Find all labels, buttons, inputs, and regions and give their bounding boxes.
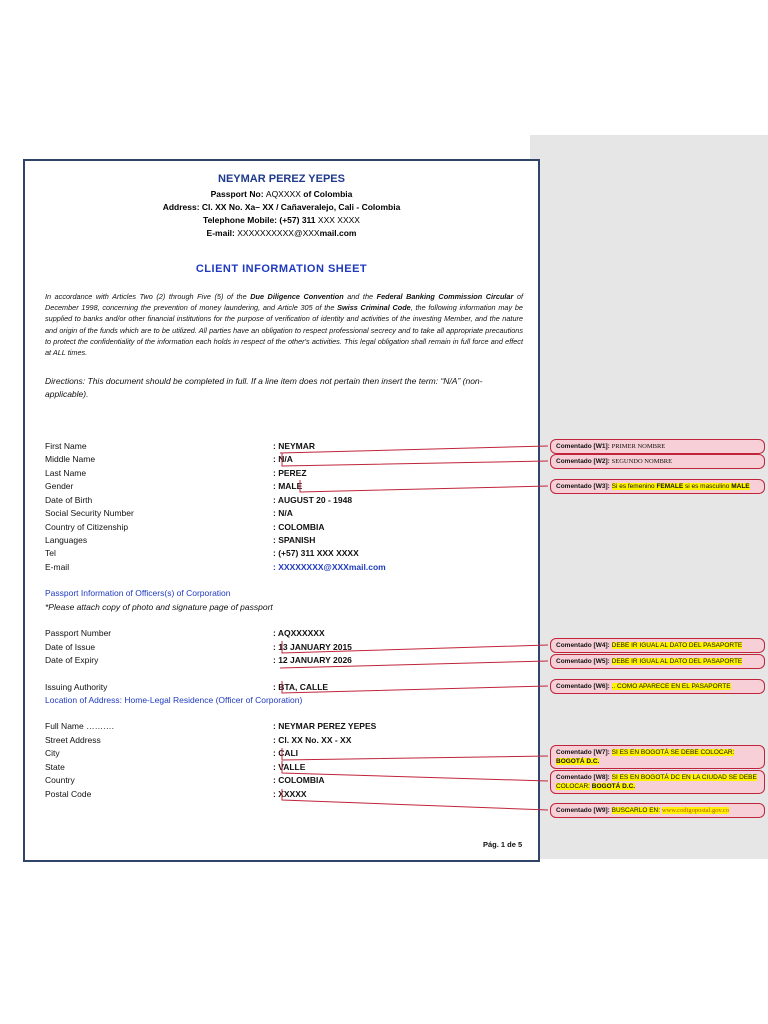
field-label-middle-name: Middle Name (45, 454, 96, 464)
comment-w6-text: .. COMO APARECE EN EL PASAPORTE (611, 683, 731, 690)
phone-line (25, 215, 538, 225)
address-label: Address: (162, 202, 200, 212)
intro-text-4: , the following information may be supplied to banks and/or other financial institutions for the purpose of verification of identity and activities of the investing Member, and the nature and origin of the funds which are to be utilized. All parties have an obligation to respect professional secrecy and to take all appropriate precautions to protect the confidentiality of the information each holds in respect of the other's activities. This legal obligation shall remain in full force and effect at ALL times. (45, 303, 523, 358)
email-domain: mail.com (319, 228, 357, 238)
field-value-email[interactable]: : XXXXXXXX@XXXmail.com (273, 562, 386, 572)
field-label-passport-number: Passport Number (45, 628, 112, 638)
field-label-last-name: Last Name (45, 468, 87, 478)
comment-w9-text: BUSCARLO EN: (611, 807, 661, 814)
comment-w3-label: Comentado [W3]: (556, 483, 610, 490)
comment-w4-text: DEBE IR IGUAL AL DATO DEL PASAPORTE (611, 642, 743, 649)
comment-w9-label: Comentado [W9]: (556, 807, 610, 814)
field-label-languages: Languages (45, 535, 88, 545)
field-value-city[interactable]: : CALI (273, 748, 299, 758)
address-section-heading: Location of Address: Home-Legal Residence (Officer of Corporation) (45, 695, 303, 705)
directions-text: Directions: This document should be completed in full. If a line item does not pertain then insert the term: “N/A” (non-applicable). (45, 376, 483, 399)
comment-w8-text: SI ES EN BOGOTÁ DC EN LA CIUDAD SE DEBE COLOCAR: (556, 774, 757, 790)
comment-w3-text-2: si es masculino (683, 483, 732, 490)
field-label-email: E-mail (45, 562, 70, 572)
field-label-date-of-expiry: Date of Expiry (45, 655, 99, 665)
comment-w3-text-1: Si es femenino (611, 483, 657, 490)
field-value-tel[interactable]: : (+57) 311 XXX XXXX (273, 548, 359, 558)
field-label-citizenship: Country of Citizenship (45, 522, 129, 532)
phone-value: (+57) 311 (279, 215, 316, 225)
email-user: XXXXXXXXXX@XXX (237, 228, 320, 238)
phone-tail: XXX XXXX (317, 215, 360, 225)
field-label-state: State (45, 762, 65, 772)
comment-w7[interactable] (550, 745, 765, 769)
email-line (25, 228, 538, 238)
comment-w5-label: Comentado [W5]: (556, 658, 610, 665)
field-value-date-of-expiry[interactable]: : 12 JANUARY 2026 (273, 655, 352, 665)
comment-w4[interactable] (550, 638, 765, 653)
comment-w3-male: MALE (731, 483, 750, 490)
comment-w1-text: PRIMER NOMBRE (611, 443, 666, 450)
field-label-ssn: Social Security Number (45, 508, 134, 518)
passport-number: AQXXXX (265, 189, 301, 199)
field-label-country: Country (45, 775, 75, 785)
comment-w4-label: Comentado [W4]: (556, 642, 610, 649)
field-label-city: City (45, 748, 60, 758)
field-value-date-of-issue[interactable]: : 13 JANUARY 2015 (273, 642, 352, 652)
field-value-postal-code[interactable]: : XXXXX (273, 789, 307, 799)
phone-label: Telephone Mobile: (203, 215, 277, 225)
client-name: NEYMAR PEREZ YEPES (218, 173, 345, 185)
intro-text-1: In accordance with Articles Two (2) through Five (5) of the (45, 292, 251, 301)
passport-country: of Colombia (303, 189, 353, 199)
field-value-full-name[interactable]: : NEYMAR PEREZ YEPES (273, 721, 377, 731)
comment-w9[interactable] (550, 803, 765, 818)
field-value-last-name[interactable]: : PEREZ (273, 468, 307, 478)
passport-line (25, 189, 538, 199)
comment-w6[interactable] (550, 679, 765, 694)
comment-w2[interactable] (550, 454, 765, 469)
email-label: E-mail: (206, 228, 235, 238)
comment-w1-label: Comentado [W1]: (556, 443, 610, 450)
field-label-issuing-authority: Issuing Authority (45, 682, 108, 692)
field-value-gender[interactable]: : MALE (273, 481, 303, 491)
comment-w7-label: Comentado [W7]: (556, 749, 610, 756)
field-label-first-name: First Name (45, 441, 87, 451)
address-line (25, 202, 538, 212)
field-label-postal-code: Postal Code (45, 789, 92, 799)
comment-w8-bold: BOGOTÁ D.C. (591, 783, 636, 790)
field-label-tel: Tel (45, 548, 56, 558)
field-value-country[interactable]: : COLOMBIA (273, 775, 325, 785)
intro-bold-2: Federal Banking Commission Circular (376, 292, 514, 301)
field-value-languages[interactable]: : SPANISH (273, 535, 316, 545)
field-value-ssn[interactable]: : N/A (273, 508, 293, 518)
comment-w7-text: SI ES EN BOGOTÁ SE DEBE COLOCAR: (611, 749, 735, 756)
comment-w2-label: Comentado [W2]: (556, 458, 610, 465)
field-value-first-name[interactable]: : NEYMAR (273, 441, 316, 451)
comment-w3-female: FEMALE (656, 483, 684, 490)
comment-w7-bold: BOGOTÁ D.C. (556, 758, 600, 765)
comment-w8-label: Comentado [W8]: (556, 774, 610, 781)
comment-w1[interactable] (550, 439, 765, 454)
field-value-middle-name[interactable]: : N/A (273, 454, 293, 464)
field-label-date-of-birth: Date of Birth (45, 495, 93, 505)
field-label-date-of-issue: Date of Issue (45, 642, 96, 652)
comment-w9-link[interactable]: www.codigopostal.gov.co (661, 807, 730, 814)
intro-text-2: and the (343, 292, 377, 301)
passport-label: Passport No: (210, 189, 264, 199)
field-value-state[interactable]: : VALLE (273, 762, 306, 772)
passport-section-note: *Please attach copy of photo and signature page of passport (45, 602, 273, 612)
comment-w2-text: SEGUNDO NOMBRE (611, 458, 673, 465)
comment-w5[interactable] (550, 654, 765, 669)
field-value-issuing-authority[interactable]: : BTA, CALLE (273, 682, 329, 692)
passport-section-heading: Passport Information of Officers(s) of Corporation (45, 588, 231, 598)
comment-w8[interactable] (550, 770, 765, 794)
address-value: Cl. XX No. Xa– XX / Cañaveralejo, Cali - Colombia (201, 202, 401, 212)
intro-text-3: of December 1998, concerning the prevention of money laundering, and Article 305 of the (45, 292, 523, 313)
comment-w5-text: DEBE IR IGUAL AL DATO DEL PASAPORTE (611, 658, 743, 665)
comment-w6-label: Comentado [W6]: (556, 683, 610, 690)
field-label-full-name: Full Name ………. (45, 721, 114, 731)
field-value-date-of-birth[interactable]: : AUGUST 20 - 1948 (273, 495, 353, 505)
intro-bold-1: Due Diligence Convention (250, 292, 344, 301)
document-page (23, 159, 540, 862)
document-title: CLIENT INFORMATION SHEET (195, 263, 368, 275)
page-number: Pág. 1 de 5 (483, 840, 523, 849)
field-label-gender: Gender (45, 481, 74, 491)
field-value-street-address[interactable]: : Cl. XX No. XX - XX (273, 735, 352, 745)
intro-paragraph (45, 291, 523, 358)
comment-w3[interactable] (550, 479, 765, 494)
field-label-street-address: Street Address (45, 735, 101, 745)
field-value-passport-number[interactable]: : AQXXXXXX (273, 628, 325, 638)
intro-bold-3: Swiss Criminal Code (337, 303, 411, 313)
field-value-citizenship[interactable]: : COLOMBIA (273, 522, 325, 532)
